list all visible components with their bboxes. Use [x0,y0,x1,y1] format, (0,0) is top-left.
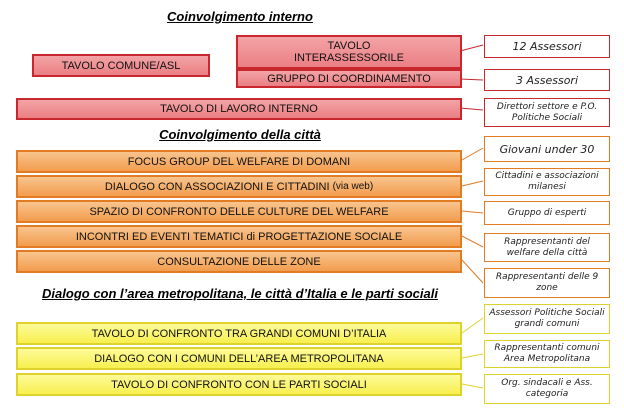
tag-12-assessori: 12 Assessori [484,35,610,58]
tag-direttori: Direttori settore e P.O. Politiche Sociali [484,98,610,127]
dialogo-associazioni-label: DIALOGO CON ASSOCIAZIONI E CITTADINI [104,180,330,193]
tag-sindacali: Org. sindacali e Ass. categoria [484,374,610,404]
dialogo-associazioni-box [16,175,462,198]
via-web-note: (via web) [332,180,374,192]
tavolo-interassessorile-box: TAVOLO INTERASSESSORILE [236,35,462,69]
consultazione-zone-box: CONSULTAZIONE DELLE ZONE [16,250,462,273]
tag-giovani: Giovani under 30 [484,136,610,162]
spazio-confronto-box: SPAZIO DI CONFRONTO DELLE CULTURE DEL WELFARE [16,200,462,223]
gruppo-coordinamento-box: GRUPPO DI COORDINAMENTO [236,69,462,88]
heading-internal: Coinvolgimento interno [167,9,313,24]
tavolo-comune-asl-box: TAVOLO COMUNE/ASL [32,54,210,77]
tag-rappresentanti-zone: Rappresentanti delle 9 zone [484,268,610,298]
heading-city: Coinvolgimento della città [159,127,321,142]
tavolo-lavoro-interno-box: TAVOLO DI LAVORO INTERNO [16,98,462,120]
tag-cittadini: Cittadini e associazioni milanesi [484,168,610,196]
tag-rappresentanti-comuni: Rappresentanti comuni Area Metropolitana [484,340,610,368]
tag-esperti: Gruppo di esperti [484,201,610,225]
tag-rappresentanti-welfare: Rappresentanti del welfare della città [484,233,610,262]
heading-metro: Dialogo con l’area metropolitana, le città d’Italia e le parti sociali [42,286,438,301]
tag-assessori-politiche: Assessori Politiche Sociali grandi comuni [484,304,610,334]
focus-group-box: FOCUS GROUP DEL WELFARE DI DOMANI [16,150,462,173]
tag-3-assessori: 3 Assessori [484,69,610,91]
area-metropolitana-box: DIALOGO CON I COMUNI DELL’AREA METROPOLITANA [16,347,462,370]
incontri-eventi-box: INCONTRI ED EVENTI TEMATICI di PROGETTAZIONE SOCIALE [16,225,462,248]
grandi-comuni-box: TAVOLO DI CONFRONTO TRA GRANDI COMUNI D’ITALIA [16,322,462,345]
parti-sociali-box: TAVOLO DI CONFRONTO CON LE PARTI SOCIALI [16,373,462,396]
